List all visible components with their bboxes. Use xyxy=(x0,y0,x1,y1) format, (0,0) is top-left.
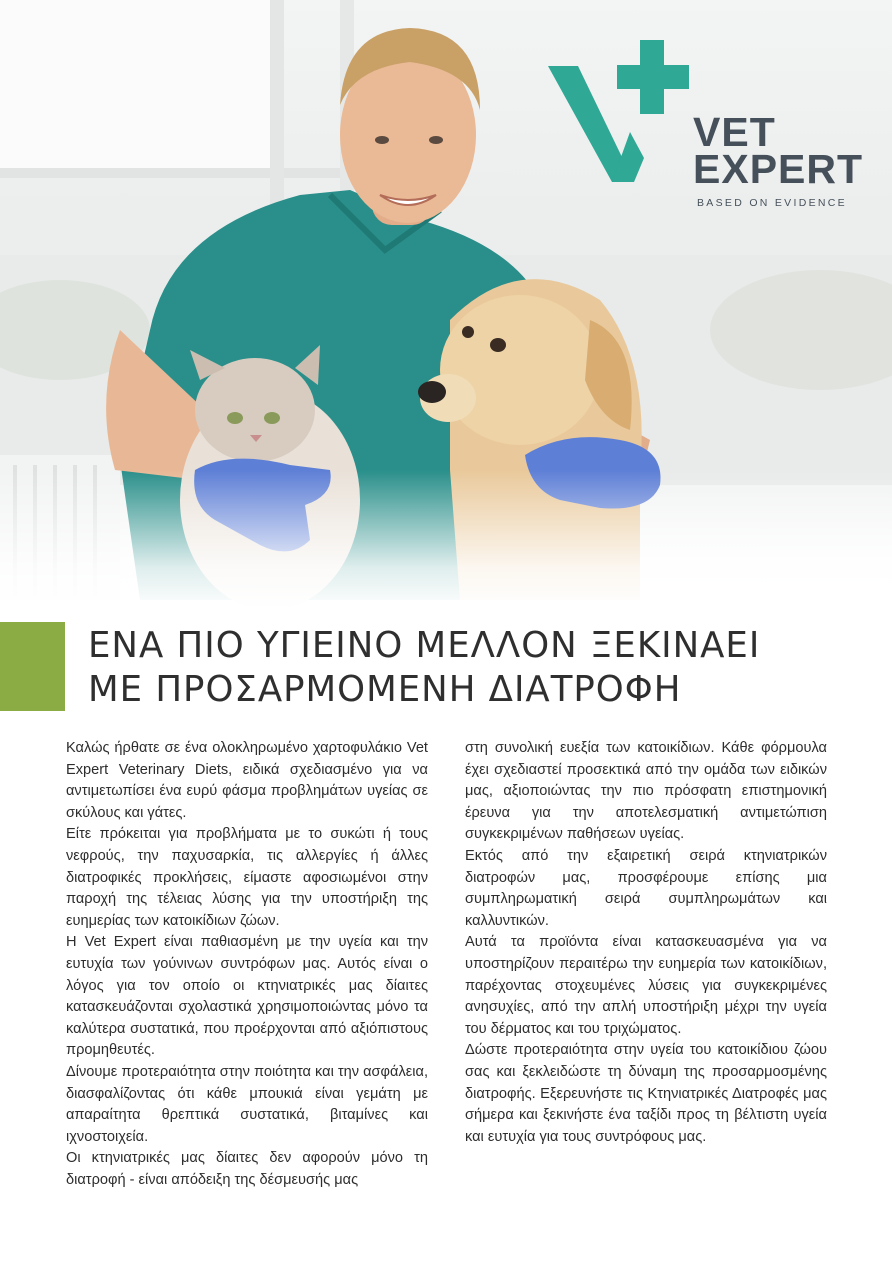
paragraph: Εκτός από την εξαιρετική σειρά κτηνιατρικών διατροφών μας, προσφέρουμε επίσης μια συμπληρωματική σειρά συμπληρωμάτων και καλλυντικών. xyxy=(465,847,827,929)
body-column-right xyxy=(465,738,827,1148)
vet-eye xyxy=(375,136,389,144)
vet-expert-logo xyxy=(548,40,864,215)
vet-eye xyxy=(429,136,443,144)
window-frame xyxy=(270,0,284,230)
logo-brand-line2: EXPERT xyxy=(693,146,864,192)
hero-bottom-fade xyxy=(0,470,892,610)
logo-tagline: BASED ON EVIDENCE xyxy=(697,197,847,209)
paragraph: Δώστε προτεραιότητα στην υγεία του κατοικίδιου ζώου σας και ξεκλειδώστε τη δύναμη της προσαρμοσμένης διατροφής. Εξερευνήστε τις Κτηνιατρικές Διατροφές μας σήμερα και ξεκινήστε ένα ταξίδι προς τη βέλτιστη υγεία και ευτυχία για τους συντρόφους μας. xyxy=(465,1042,827,1145)
window-frame xyxy=(0,168,360,178)
hero-photo xyxy=(0,0,892,610)
teal-v-with-plus-icon xyxy=(548,40,698,190)
paragraph: Είτε πρόκειται για προβλήματα με το συκώτι ή τους νεφρούς, την παχυσαρκία, τις αλλεργίες ή άλλες διατροφικές προκλήσεις, είμαστε αφοσιωμένοι στην παροχή της τέλειας λύσης για την υποστήριξη της ευημερίας των κατοικίδιων ζώων. xyxy=(66,826,428,929)
body-column-left xyxy=(66,738,428,1191)
page-title xyxy=(88,624,868,712)
green-accent-block xyxy=(0,622,65,711)
window-pane-left xyxy=(0,0,280,170)
logo-brand-line1: VET xyxy=(693,109,776,155)
paragraph: στη συνολική ευεξία των κατοικίδιων. Κάθε φόρμουλα έχει σχεδιαστεί προσεκτικά από την ομάδα των ειδικών μας, αξιοποιώντας την πιο πρόσφατη επιστημονική έρευνα για την αποτελεσματική αντιμετώπιση συγκεκριμένων παθήσεων υγείας. xyxy=(465,740,827,843)
paragraph: Καλώς ήρθατε σε ένα ολοκληρωμένο χαρτοφυλάκιο Vet Expert Veterinary Diets, ειδικά σχεδιασμένο για να αντιμετωπίσει ένα ευρύ φάσμα προβλημάτων υγείας σε σκύλους και γάτες. xyxy=(66,740,428,821)
title-line-2: ΜΕ ΠΡΟΣΑΡΜΟΜΕΝΗ ΔΙΑΤΡΟΦΗ xyxy=(88,669,682,710)
plus-horizontal xyxy=(617,65,689,89)
paragraph: Οι κτηνιατρικές μας δίαιτες δεν αφορούν μόνο τη διατροφή - είναι απόδειξη της δέσμευσής μας xyxy=(66,1150,428,1188)
paragraph: Αυτά τα προϊόντα είναι κατασκευασμένα για να υποστηρίζουν περαιτέρω την ευημερία των κατοικίδιων, παρέχοντας στοχευμένες λύσεις για συγκεκριμένες ανησυχίες, από την απλή υποστήριξη μέχρι την υγεία του δέρματος και του τριχώματος. xyxy=(465,934,827,1037)
paragraph: Δίνουμε προτεραιότητα στην ποιότητα και την ασφάλεια, διασφαλίζοντας ότι κάθε μπουκιά είναι γεμάτη με απαραίτητα θρεπτικά συστατικά, βιταμίνες και ιχνοστοιχεία. xyxy=(66,1063,428,1145)
paragraph: Η Vet Expert είναι παθιασμένη με την υγεία και την ευτυχία των γούνινων συντρόφων μας. Αυτός είναι ο λόγος για τον οποίο οι κτηνιατρικές μας δίαιτες κατασκευάζονται σχολαστικά χρησιμοποιώντας μόνο τα καλύτερα συστατικά, που προέρχονται από αξιόπιστους προμηθευτές. xyxy=(66,934,428,1059)
title-line-1: ΕΝΑ ΠΙΟ ΥΓΙΕΙΝΟ ΜΕΛΛΟΝ ΞΕΚΙΝΑΕΙ xyxy=(88,625,761,666)
